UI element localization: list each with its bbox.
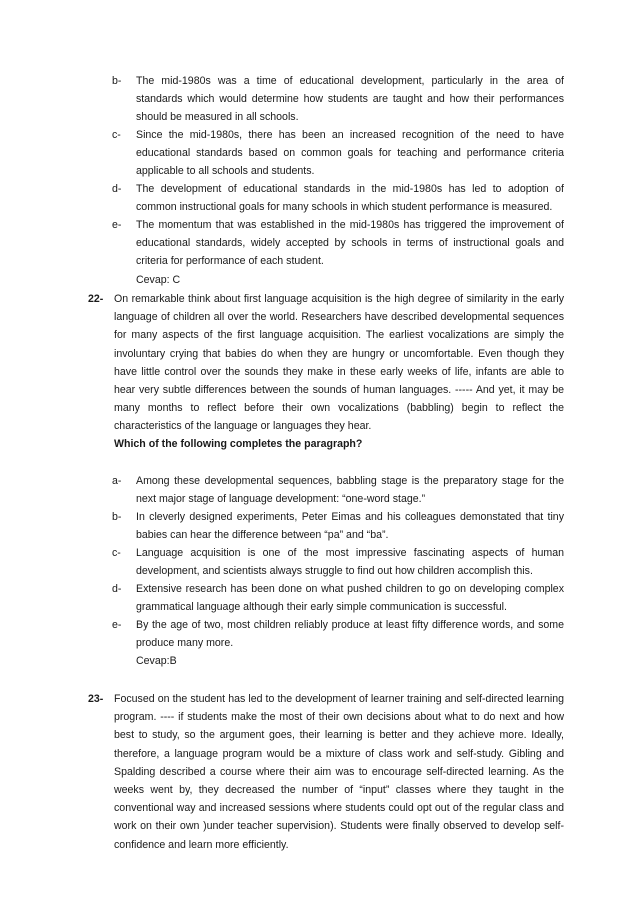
option-text: Among these developmental sequences, babbling stage is the preparatory stage for the next major stage of language development: “one-word stage.” — [136, 475, 564, 506]
option-text: Language acquisition is one of the most impressive fascinating aspects of human development, and scientists always struggle to find out how children accomplish this. — [136, 547, 564, 578]
q22-option-c — [112, 544, 564, 580]
option-text: The momentum that was established in the mid-1980s has triggered the improvement of educational standards, widely accepted by schools in terms of instructional goals and criteria for performance of each student. — [136, 219, 564, 268]
q22-option-d — [112, 580, 564, 616]
option-text: The development of educational standards in the mid-1980s has led to adoption of common instructional goals for many schools in which student performance is measured. — [136, 183, 564, 214]
option-label: b- — [112, 511, 122, 523]
question-number: 23- — [88, 693, 104, 705]
question-23 — [88, 690, 564, 854]
option-text: Since the mid-1980s, there has been an increased recognition of the need to have educational standards based on common goals for teaching and performance criteria applicable to all schools and students. — [136, 129, 564, 178]
option-text: Extensive research has been done on what pushed children to go on developing complex grammatical language although their early simple communication is successful. — [136, 583, 564, 614]
q21-answer: Cevap: C — [136, 273, 181, 286]
option-label: c- — [112, 547, 121, 559]
q21-option-b — [112, 72, 564, 127]
question-text: Focused on the student has led to the development of learner training and self-directed learning program. ---- if students make the most of their own decisions about what to do next and how best to study, so the argument goes, their learning is better and they achieve more. Ideally, therefore, a language program would be a mixture of class work and self-study. Gibling and Spalding described a course where their aim was to encourage self-directed learning. As the weeks went by, they decreased the number of “input” classes where they taught in the conventional way and increased sessions where students could opt out of the regular class and work on their own )under teacher supervision). Students were finally observed to develop self-confidence and learn more efficiently. — [114, 693, 564, 851]
option-text: The mid-1980s was a time of educational development, particularly in the area of standards which would determine how students are taught and how their performances should be measured in all schools. — [136, 75, 564, 124]
option-label: e- — [112, 619, 122, 631]
question-22 — [88, 290, 564, 436]
option-label: e- — [112, 219, 122, 231]
q21-option-d — [112, 180, 564, 216]
option-text: In cleverly designed experiments, Peter Eimas and his colleagues demonstated that tiny babies can hear the difference between “pa” and “ba”. — [136, 511, 564, 542]
option-text: By the age of two, most children reliably produce at least fifty difference words, and some produce many more. — [136, 619, 564, 650]
q22-prompt: Which of the following completes the paragraph? — [114, 438, 363, 450]
option-label: d- — [112, 183, 122, 195]
option-label: b- — [112, 75, 122, 87]
q22-option-b — [112, 508, 564, 544]
question-number: 22- — [88, 293, 104, 305]
option-label: c- — [112, 129, 121, 141]
question-text: On remarkable think about first language acquisition is the high degree of similarity in the early language of children all over the world. Researchers have described developmental sequences for many aspects of the first language acquisition. The earliest vocalizations are simply the involuntary crying that babies do when they are hungry or uncomfortable. Even though they have little control over the sounds they make in these early weeks of life, infants are able to hear very subtle differences between the sounds of human languages. ----- And yet, it may be many months to reflect before their own vocalizations (babbling) begin to reflect the characteristics of the language or languages they hear. — [114, 293, 564, 433]
q22-option-a — [112, 472, 564, 508]
q22-option-e — [112, 616, 564, 671]
option-label: d- — [112, 583, 122, 595]
q21-option-c — [112, 126, 564, 181]
q21-option-e — [112, 216, 564, 289]
q22-answer: Cevap:B — [136, 655, 177, 668]
option-label: a- — [112, 475, 122, 487]
